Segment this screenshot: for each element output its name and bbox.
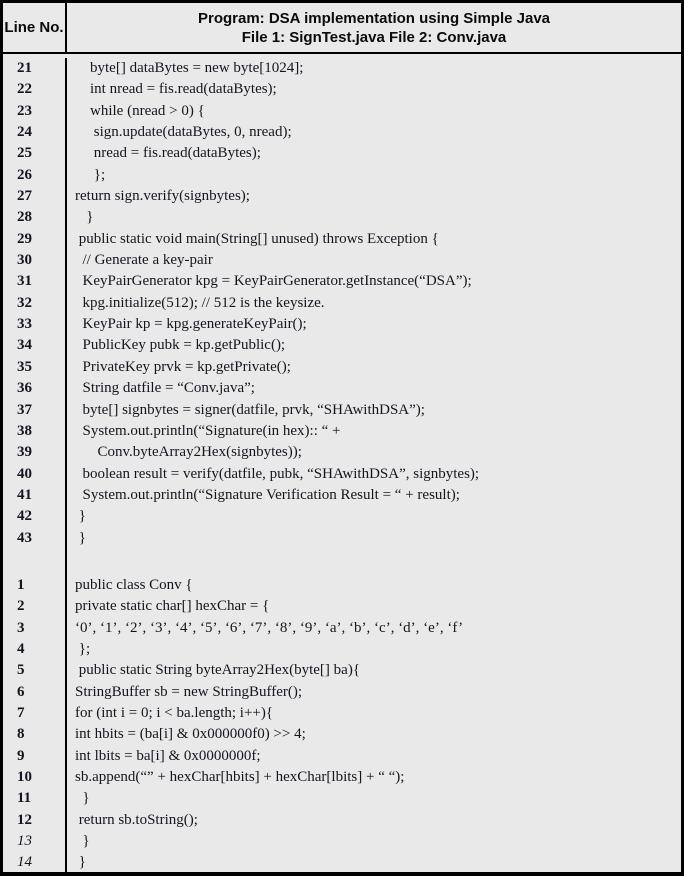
line-number: 7 <box>3 703 67 724</box>
code-line: Conv.byteArray2Hex(signbytes)); <box>75 444 302 461</box>
code-line: return sb.toString(); <box>75 811 198 828</box>
program-title-line1: Program: DSA implementation using Simple Java <box>197 9 551 27</box>
code-line: sb.append(“” + hexChar[hbits] + hexChar[lbits] + “ “); <box>75 769 405 785</box>
code-line: } <box>75 790 90 807</box>
table-row <box>3 682 681 703</box>
table-row <box>3 165 681 186</box>
line-number: 27 <box>3 186 67 207</box>
table-row <box>3 485 681 506</box>
line-number: 4 <box>3 639 67 660</box>
code-line: String datfile = “Conv.java”; <box>75 380 255 397</box>
code-line: } <box>75 854 86 871</box>
line-no-column-header: Line No. <box>3 3 67 52</box>
code-line: KeyPair kp = kpg.generateKeyPair(); <box>75 316 307 333</box>
code-line: KeyPairGenerator kpg = KeyPairGenerator.getInstance(“DSA”); <box>75 273 472 290</box>
code-line: int lbits = ba[i] & 0x0000000f; <box>75 747 261 764</box>
code-line: } <box>75 209 94 226</box>
line-number: 26 <box>3 165 67 186</box>
line-number: 34 <box>3 335 67 356</box>
line-number: 36 <box>3 378 67 399</box>
code-line: PublicKey pubk = kp.getPublic(); <box>75 337 286 354</box>
program-title-line2: File 1: SignTest.java File 2: Conv.java <box>241 28 507 46</box>
line-number: 10 <box>3 767 67 788</box>
table-row <box>3 660 681 681</box>
table-row <box>3 229 681 250</box>
table-row <box>3 186 681 207</box>
code-line: public static String byteArray2Hex(byte[] ba){ <box>75 662 361 679</box>
line-number: 3 <box>3 618 67 639</box>
line-number: 32 <box>3 293 67 314</box>
line-number: 11 <box>3 788 67 809</box>
code-line: } <box>75 508 86 525</box>
line-number: 5 <box>3 660 67 681</box>
table-row <box>3 250 681 271</box>
table-row <box>3 596 681 617</box>
line-number: 9 <box>3 746 67 767</box>
table-row <box>3 788 681 809</box>
code-line: } <box>75 833 90 850</box>
table-row <box>3 58 681 79</box>
table-header <box>3 3 681 54</box>
program-title <box>67 3 681 52</box>
line-number: 13 <box>3 831 67 852</box>
line-number: 28 <box>3 207 67 228</box>
table-row <box>3 464 681 485</box>
code-line: public class Conv { <box>75 576 193 593</box>
code-line: System.out.println(“Signature Verification Result = “ + result); <box>75 486 460 503</box>
table-row <box>3 271 681 292</box>
code-line: }; <box>75 640 91 657</box>
table-row <box>3 378 681 399</box>
table-row <box>3 703 681 724</box>
line-number: 24 <box>3 122 67 143</box>
code-line: PrivateKey prvk = kp.getPrivate(); <box>75 358 291 375</box>
line-number: 22 <box>3 79 67 100</box>
code-line: kpg.initialize(512); // 512 is the keysize. <box>75 294 325 311</box>
line-number: 42 <box>3 506 67 527</box>
code-line: // Generate a key-pair <box>75 252 213 269</box>
code-line: int nread = fis.read(dataBytes); <box>75 81 277 98</box>
line-number: 43 <box>3 528 67 549</box>
table-row <box>3 79 681 100</box>
line-number: 2 <box>3 596 67 617</box>
code-line: ‘0’, ‘1’, ‘2’, ‘3’, ‘4’, ‘5’, ‘6’, ‘7’, ‘8’, ‘9’, ‘a’, ‘b’, ‘c’, ‘d’, ‘e’, ‘f’ <box>75 619 464 636</box>
line-number: 25 <box>3 143 67 164</box>
line-number: 30 <box>3 250 67 271</box>
code-line: for (int i = 0; i < ba.length; i++){ <box>75 704 274 721</box>
line-number: 41 <box>3 485 67 506</box>
line-number: 6 <box>3 682 67 703</box>
code-line <box>67 549 681 575</box>
code-line: private static char[] hexChar = { <box>75 598 270 615</box>
code-body <box>3 54 681 874</box>
table-row <box>3 357 681 378</box>
line-number: 23 <box>3 101 67 122</box>
table-row <box>3 421 681 442</box>
line-number: 14 <box>3 852 67 873</box>
table-row <box>3 122 681 143</box>
code-line: while (nread > 0) { <box>75 102 205 119</box>
table-row <box>3 810 681 831</box>
table-row <box>3 335 681 356</box>
line-number: 33 <box>3 314 67 335</box>
code-line: sign.update(dataBytes, 0, nread); <box>75 124 292 141</box>
table-row <box>3 724 681 745</box>
code-line: return sign.verify(signbytes); <box>75 188 250 205</box>
line-number: 8 <box>3 724 67 745</box>
code-line: nread = fis.read(dataBytes); <box>75 145 261 162</box>
code-line: public static void main(String[] unused) throws Exception { <box>75 230 439 247</box>
line-number: 39 <box>3 442 67 463</box>
table-row <box>3 528 681 549</box>
code-line: int hbits = (ba[i] & 0x000000f0) >> 4; <box>75 726 306 743</box>
table-row <box>3 831 681 852</box>
code-line: } <box>75 529 86 546</box>
table-row <box>3 101 681 122</box>
table-row <box>3 852 681 873</box>
table-row <box>3 767 681 788</box>
line-number: 1 <box>3 575 67 596</box>
code-line: boolean result = verify(datfile, pubk, “SHAwithDSA”, signbytes); <box>75 465 480 482</box>
table-row <box>3 207 681 228</box>
line-number: 12 <box>3 810 67 831</box>
table-row <box>3 143 681 164</box>
table-row <box>3 639 681 660</box>
table-row <box>3 314 681 335</box>
line-number: 38 <box>3 421 67 442</box>
table-row <box>3 400 681 421</box>
code-line: StringBuffer sb = new StringBuffer(); <box>75 683 303 700</box>
table-row <box>3 442 681 463</box>
table-row <box>3 575 681 596</box>
line-number: 31 <box>3 271 67 292</box>
line-number: 35 <box>3 357 67 378</box>
line-number: 21 <box>3 58 67 79</box>
table-row <box>3 506 681 527</box>
line-number <box>3 549 67 575</box>
table-row <box>3 746 681 767</box>
table-row <box>3 618 681 639</box>
table-row <box>3 293 681 314</box>
code-line: byte[] signbytes = signer(datfile, prvk, “SHAwithDSA”); <box>75 401 425 418</box>
line-number: 40 <box>3 464 67 485</box>
line-number: 29 <box>3 229 67 250</box>
spacer-row <box>3 549 681 575</box>
code-line: System.out.println(“Signature(in hex):: “ + <box>75 422 341 439</box>
code-line: }; <box>75 166 106 183</box>
code-line: byte[] dataBytes = new byte[1024]; <box>75 60 304 76</box>
line-number: 37 <box>3 400 67 421</box>
